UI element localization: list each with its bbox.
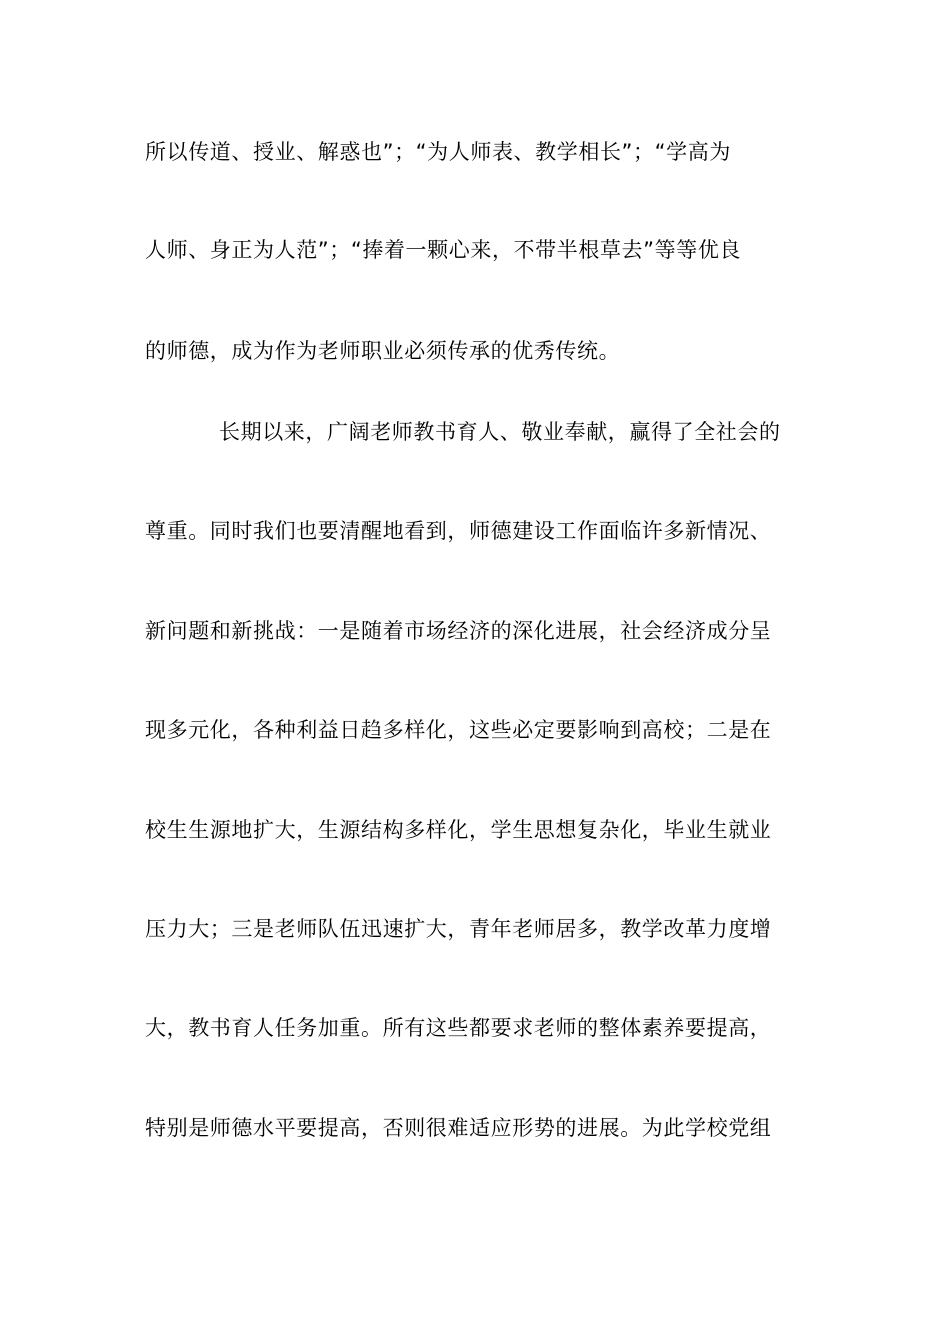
text-line: 校生生源地扩大，生源结构多样化，学生思想复杂化，毕业生就业 bbox=[145, 818, 772, 842]
text-line: 人师、身正为人范”；“捧着一颗心来，不带半根草去”等等优良 bbox=[145, 238, 742, 262]
text-line: 大，教书育人任务加重。所有这些都要求老师的整体素养要提高， bbox=[145, 1016, 772, 1040]
text-line: 特别是师德水平要提高，否则很难适应形势的进展。为此学校党组 bbox=[145, 1116, 772, 1140]
text-line: 的师德，成为作为老师职业必须传承的优秀传统。 bbox=[145, 339, 621, 363]
text-line: 所以传道、授业、解惑也”；“为人师表、教学相长”；“学高为 bbox=[145, 140, 731, 164]
text-line: 现多元化，各种利益日趋多样化，这些必定要影响到高校；二是在 bbox=[145, 718, 772, 742]
text-line: 尊重。同时我们也要清醒地看到，师德建设工作面临许多新情况、 bbox=[145, 519, 772, 543]
paragraph-first-line: 长期以来，广阔老师教书育人、敬业奉献，赢得了全社会的 bbox=[219, 420, 781, 444]
text-line: 压力大；三是老师队伍迅速扩大，青年老师居多，教学改革力度增 bbox=[145, 917, 772, 941]
text-line: 新问题和新挑战：一是随着市场经济的深化进展，社会经济成分呈 bbox=[145, 619, 772, 643]
